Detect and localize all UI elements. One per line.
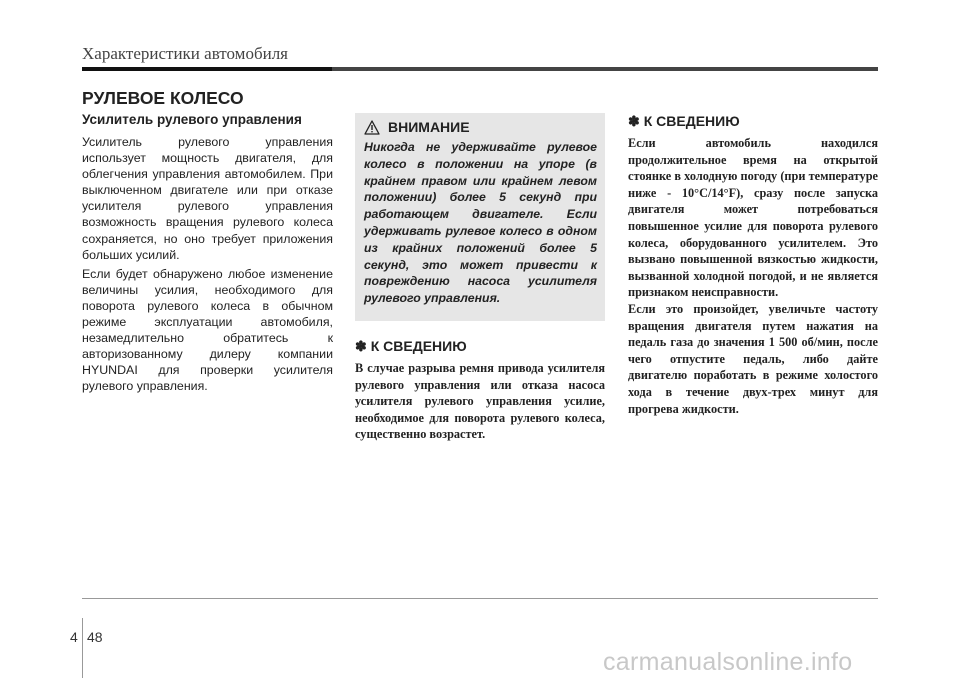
footer-rule [82, 598, 878, 599]
info-text: В случае разрыва ремня привода усилителя рулевого управления или отказа насоса усилителя рулевого управления усилие, необходимое для поворота рулевого колеса, существенно возрастет. [355, 361, 605, 442]
warning-title: ВНИМАНИЕ [388, 119, 470, 135]
info-title: К СВЕДЕНИЮ [643, 113, 740, 129]
warning-triangle-icon [364, 120, 380, 135]
warning-header [364, 119, 597, 135]
paragraph: Если будет обнаружено любое изменение величины усилия, необходимого для поворота рулевого колеса в обычном режиме эксплуатации автомобиля, незамедлительно обратитесь к авторизованному дилеру компании HYUNDAI для проверки усилителя рулевого управления. [82, 266, 333, 394]
warning-box [355, 113, 605, 321]
info-title: К СВЕДЕНИЮ [370, 338, 467, 354]
info-header [628, 113, 878, 129]
warning-text: Никогда не удерживайте рулевое колесо в положении на упоре (в крайнем правом или крайнем левом положении) более 5 секунд при работающем двигателе. Если удерживать рулевое колесо в одном из крайних положений более 5 секунд, это может привести к повреждению насоса усилителя рулевого управления. [364, 140, 597, 306]
header-rule-accent [82, 67, 332, 71]
asterisk-icon: ✽ [628, 113, 640, 129]
paragraph: Усилитель рулевого управления использует мощность двигателя, для облегчения управления автомобилем. При выключенном двигателе или при отказе усилителя рулевого управления возможность вращения рулевого колеса сохраняется, но оно требует приложения больших усилий. [82, 135, 333, 262]
info-text: Если это произойдет, увеличьте частоту вращения двигателя путем нажатия на педаль газа до значения 1 500 об/мин, после чего отпустите педаль, либо дайте двигателю поработать в режиме холостого хода в течение двух-трех минут для прогрева жидкости. [628, 301, 878, 416]
info-note-middle [355, 338, 605, 443]
section-title: РУЛЕВОЕ КОЛЕСО [82, 88, 244, 108]
left-column [82, 112, 333, 398]
asterisk-icon: ✽ [355, 338, 367, 354]
page-divider [82, 618, 83, 678]
info-header [355, 338, 605, 354]
subheading: Усилитель рулевого управления [82, 112, 302, 127]
info-note-right [628, 113, 878, 417]
watermark: carmanualsonline.info [603, 648, 853, 676]
header-title: Характеристики автомобиля [82, 44, 288, 63]
page-number: 48 [87, 629, 103, 645]
info-text: Если автомобиль находился продолжительное время на открытой стоянке в холодную погоду (при температуре ниже - 10°C/14°F), сразу после запуска двигателя может потребоваться повышенное усилие для поворота рулевого колеса, оборудованного усилителем. Это вызвано повышенной вязкостью жидкости, вызванной холодной погодой, и не является признаком неисправности. [628, 136, 878, 300]
chapter-number: 4 [70, 629, 78, 645]
